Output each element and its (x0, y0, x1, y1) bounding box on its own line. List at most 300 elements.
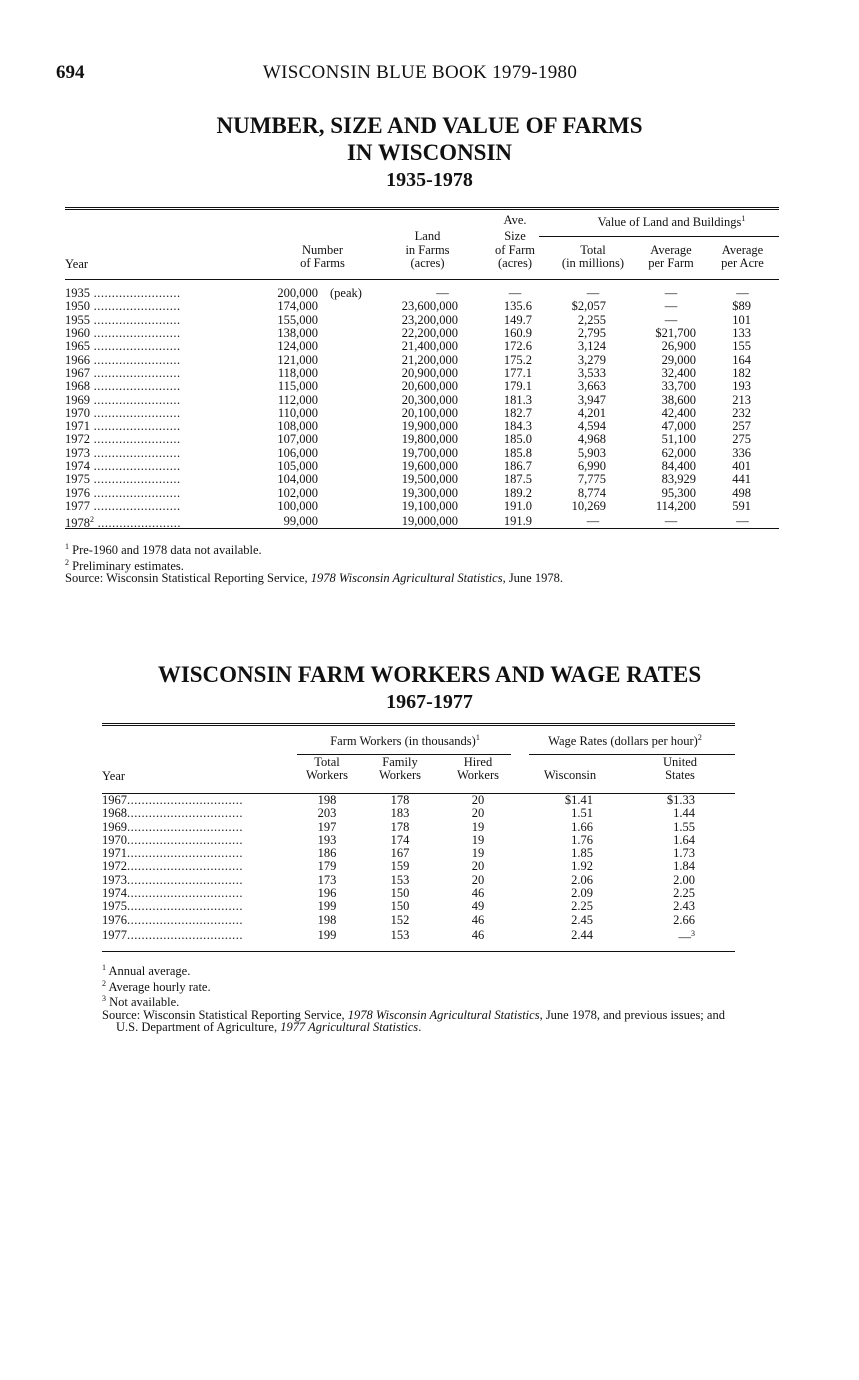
us-rate-value: 2.25 (673, 886, 695, 901)
us-rate-cell (625, 834, 735, 847)
year-cell (102, 914, 295, 927)
workers-hdr-group2: Wage Rates (dollars per hour)$^2$ (548, 733, 702, 749)
year-cell (65, 513, 270, 530)
per-farm-cell: 29,000 (661, 352, 696, 367)
leader-dots: ........................ (90, 485, 181, 500)
total-cell: $2,057 (571, 299, 606, 314)
leader-dots: ................................ (127, 886, 243, 901)
per-farm-cell: — (664, 286, 678, 301)
workers-footnotes (102, 962, 742, 1034)
farms-hdr-average2: Average (721, 242, 764, 257)
size-cell: 172.6 (503, 339, 532, 354)
family-workers-cell: 167 (390, 846, 410, 861)
farms-cell (270, 327, 375, 340)
land-cell: 19,800,000 (401, 432, 458, 447)
per-acre-cell: 213 (732, 392, 751, 407)
farms-cell (270, 473, 375, 486)
workers-hdr-total2: Workers (305, 768, 349, 782)
leader-dots: ................................ (127, 859, 243, 874)
size-cell: 181.3 (503, 392, 532, 407)
farms-value: 155,000 (277, 312, 318, 327)
table-row (102, 807, 735, 820)
farms-hdr-total: Total (580, 242, 606, 257)
farms-cell (270, 380, 375, 393)
farms-footnote-2: $^2$ Preliminary estimates. (65, 557, 184, 573)
table-row (65, 287, 779, 300)
total-cell: 4,201 (577, 405, 606, 420)
year-value: 1960 (65, 326, 90, 341)
leader-dots: ........................ (90, 419, 181, 434)
table-row (65, 314, 779, 327)
family-workers-cell: 174 (390, 832, 410, 847)
us-rate-cell (625, 807, 735, 820)
leader-dots: ....................... (94, 516, 181, 531)
per-farm-cell: 84,400 (661, 459, 696, 474)
wisconsin-rate-cell: 2.45 (571, 912, 593, 927)
per-farm-cell: — (664, 312, 678, 327)
land-cell: 21,200,000 (401, 352, 458, 367)
total-workers-cell: 196 (317, 886, 337, 901)
table-row (65, 340, 779, 353)
year-value: 1977 (102, 928, 127, 943)
per-acre-cell: — (736, 514, 749, 529)
per-farm-cell: 114,200 (655, 498, 696, 513)
year-cell (65, 287, 270, 300)
total-cell: 2,795 (577, 326, 606, 341)
us-rate-value: 1.55 (673, 819, 695, 834)
size-cell: 191.9 (503, 514, 532, 529)
leader-dots: ................................ (127, 806, 243, 821)
per-acre-cell: 336 (732, 445, 751, 460)
year-cell (65, 500, 270, 513)
farms-title-block (0, 112, 859, 194)
farms-hdr-in-farms: in Farms (405, 242, 450, 257)
page-number: 694 (56, 62, 85, 83)
workers-footnote-2: $^2$ Average hourly rate. (102, 978, 211, 994)
size-cell: 135.6 (503, 299, 532, 314)
farms-hdr-size: Size (504, 228, 526, 243)
leader-dots: ........................ (90, 299, 181, 314)
size-cell: 189.2 (503, 485, 532, 500)
per-farm-cell: 33,700 (661, 379, 696, 394)
leader-dots: ................................ (127, 872, 243, 887)
land-cell: 22,200,000 (401, 326, 458, 341)
per-acre-cell: 232 (732, 405, 751, 420)
farms-value: 121,000 (277, 352, 318, 367)
per-acre-cell: 155 (732, 339, 751, 354)
per-acre-cell: 498 (732, 485, 751, 500)
leader-dots: ................................ (127, 846, 243, 861)
farms-table (65, 212, 779, 531)
family-workers-cell: 178 (390, 819, 410, 834)
size-cell: — (508, 286, 522, 301)
leader-dots: ........................ (90, 498, 181, 513)
total-cell: 3,279 (577, 352, 606, 367)
table-row (65, 354, 779, 367)
us-rate-cell (625, 821, 735, 834)
workers-hdr-family: Family (382, 755, 418, 769)
wisconsin-rate-cell: 2.25 (571, 899, 593, 914)
table-row (102, 794, 735, 807)
wisconsin-rate-cell: 2.09 (571, 886, 593, 901)
year-cell (65, 367, 270, 380)
workers-title-years: 1967-1977 (386, 691, 473, 713)
farms-hdr-of-farm: of Farm (495, 242, 535, 257)
year-cell (102, 821, 295, 834)
workers-hdr-wisconsin: Wisconsin (543, 768, 597, 782)
total-cell: 3,533 (577, 365, 606, 380)
us-rate-cell (625, 874, 735, 887)
year-value: 1974 (65, 459, 90, 474)
table-row (65, 327, 779, 340)
year-cell (65, 487, 270, 500)
size-cell: 160.9 (503, 326, 532, 341)
leader-dots: ........................ (90, 405, 181, 420)
total-workers-cell: 199 (317, 899, 337, 914)
hired-workers-cell: 19 (471, 819, 485, 834)
land-cell: 20,600,000 (401, 379, 458, 394)
land-cell: 19,700,000 (401, 445, 458, 460)
year-value: 1968 (102, 806, 127, 821)
workers-hdr-year: Year (102, 769, 126, 783)
farms-value: 112,000 (277, 392, 318, 407)
workers-hdr-hired: Hired (463, 755, 493, 769)
total-workers-cell: 197 (317, 819, 337, 834)
leader-dots: ................................ (127, 819, 243, 834)
total-workers-cell: 179 (317, 859, 337, 874)
us-rate-value: 2.43 (673, 899, 695, 914)
per-acre-cell: 182 (732, 365, 751, 380)
year-value: 1975 (102, 899, 127, 914)
year-cell (65, 327, 270, 340)
total-cell: 2,255 (577, 312, 606, 327)
year-value: 1974 (102, 886, 127, 901)
total-workers-cell: 186 (317, 846, 337, 861)
farms-hdr-value-group: Value of Land and Buildings$^1$ (597, 214, 746, 230)
year-cell (65, 407, 270, 420)
per-acre-cell: 164 (732, 352, 751, 367)
land-cell: 20,900,000 (401, 365, 458, 380)
farms-cell (270, 394, 375, 407)
hired-workers-cell: 46 (471, 928, 485, 943)
total-cell: 8,774 (577, 485, 606, 500)
leader-dots: ................................ (127, 832, 243, 847)
farms-value: 200,000 (277, 286, 318, 301)
size-cell: 182.7 (503, 405, 532, 420)
year-cell (65, 460, 270, 473)
hired-workers-cell: 46 (471, 886, 485, 901)
per-farm-cell: 83,929 (661, 472, 696, 487)
year-value: 1966 (65, 352, 90, 367)
us-rate-cell (625, 900, 735, 913)
year-value: 1971 (102, 846, 127, 861)
year-cell (65, 314, 270, 327)
year-value: 1975 (65, 472, 90, 487)
table-row (65, 420, 779, 433)
farms-hdr-ave: Ave. (503, 213, 527, 228)
us-rate-cell (625, 887, 735, 900)
family-workers-cell: 150 (390, 899, 410, 914)
hired-workers-cell: 19 (471, 832, 485, 847)
farms-cell (270, 433, 375, 446)
total-cell: 7,775 (577, 472, 606, 487)
hired-workers-cell: 49 (471, 899, 485, 914)
leader-dots: ................................ (127, 793, 243, 807)
size-cell: 185.8 (503, 445, 532, 460)
year-cell (102, 927, 295, 944)
year-value: 1967 (65, 365, 90, 380)
family-workers-cell: 150 (390, 886, 410, 901)
year-note: 2 (90, 515, 94, 525)
land-cell: 20,100,000 (401, 405, 458, 420)
table-row (65, 473, 779, 486)
table-row (102, 874, 735, 887)
workers-table (102, 731, 735, 944)
us-rate-cell (625, 794, 735, 807)
family-workers-cell: 152 (390, 912, 410, 927)
table-row (65, 407, 779, 420)
year-value: 1969 (65, 392, 90, 407)
per-acre-cell: 401 (732, 459, 751, 474)
table-row (102, 887, 735, 900)
hired-workers-cell: 46 (471, 912, 485, 927)
farms-cell (270, 314, 375, 327)
per-farm-cell: 32,400 (661, 365, 696, 380)
workers-hdr-total: Total (314, 755, 340, 769)
leader-dots: ................................ (127, 912, 243, 927)
year-value: 1976 (102, 912, 127, 927)
year-cell (102, 874, 295, 887)
size-cell: 175.2 (503, 352, 532, 367)
land-cell: 21,400,000 (401, 339, 458, 354)
farms-hdr-average: Average (650, 242, 692, 257)
year-cell (65, 433, 270, 446)
per-acre-cell: 441 (732, 472, 751, 487)
us-rate-value: 2.00 (673, 872, 695, 887)
year-cell (65, 300, 270, 313)
us-rate-value: — (678, 930, 691, 945)
total-cell: 3,124 (577, 339, 606, 354)
land-cell: 19,500,000 (401, 472, 458, 487)
total-cell: 4,594 (577, 419, 606, 434)
us-rate-cell (625, 927, 735, 944)
workers-source: Source: Wisconsin Statistical Reporting Service, 1978 Wisconsin Agricultural Statistics, June 1978, and previous issues; and U.S. Department of Agriculture, 1977 Agricultural Statistics. (102, 1007, 725, 1035)
year-cell (102, 887, 295, 900)
year-cell (65, 340, 270, 353)
wisconsin-rate-cell: 2.44 (571, 928, 593, 943)
farms-title-line1: NUMBER, SIZE AND VALUE OF FARMS (216, 113, 643, 138)
per-farm-cell: 62,000 (661, 445, 696, 460)
family-workers-cell: 153 (390, 872, 410, 887)
leader-dots: ........................ (90, 312, 181, 327)
farms-value: 174,000 (277, 299, 318, 314)
year-value: 1978 (65, 516, 90, 531)
year-cell (65, 447, 270, 460)
table-row (65, 433, 779, 446)
land-cell: 23,600,000 (401, 299, 458, 314)
workers-bottom-rule (102, 951, 735, 952)
total-cell: 10,269 (571, 498, 606, 513)
leader-dots: ........................ (90, 352, 181, 367)
year-cell (65, 394, 270, 407)
size-cell: 185.0 (503, 432, 532, 447)
total-workers-cell: 198 (317, 912, 337, 927)
us-rate-value: 1.44 (673, 806, 695, 821)
wisconsin-rate-cell: 1.51 (571, 806, 593, 821)
total-workers-cell: 198 (317, 793, 337, 807)
year-value: 1977 (65, 498, 90, 513)
table-row (65, 367, 779, 380)
land-cell: 19,100,000 (401, 498, 458, 513)
farms-cell (270, 447, 375, 460)
size-cell: 184.3 (503, 419, 532, 434)
farms-value: 110,000 (277, 405, 318, 420)
per-farm-cell: — (664, 514, 678, 529)
total-workers-cell: 199 (317, 928, 337, 943)
leader-dots: ........................ (90, 379, 181, 394)
per-acre-cell: 591 (732, 498, 751, 513)
us-rate-value: 1.84 (673, 859, 695, 874)
land-cell: 19,000,000 (401, 514, 458, 529)
family-workers-cell: 178 (390, 793, 410, 807)
farms-value: 106,000 (277, 445, 318, 460)
farms-cell (270, 300, 375, 313)
per-acre-cell: 101 (732, 312, 751, 327)
leader-dots: ........................ (90, 286, 181, 301)
per-farm-cell: 51,100 (661, 432, 696, 447)
table-row (65, 460, 779, 473)
year-value: 1935 (65, 286, 90, 301)
workers-hdr-us1: United (662, 755, 698, 769)
hired-workers-cell: 20 (471, 806, 485, 821)
table-row (102, 900, 735, 913)
table-row (65, 487, 779, 500)
size-cell: 186.7 (503, 459, 532, 474)
table-row (65, 300, 779, 313)
land-cell: 23,200,000 (401, 312, 458, 327)
per-farm-cell: 38,600 (661, 392, 696, 407)
per-farm-cell: 26,900 (661, 339, 696, 354)
leader-dots: ........................ (90, 339, 181, 354)
per-acre-cell: 275 (732, 432, 751, 447)
farms-cell (270, 340, 375, 353)
total-workers-cell: 203 (317, 806, 337, 821)
table-row (65, 394, 779, 407)
us-rate-value: 1.64 (673, 832, 695, 847)
farms-hdr-land: Land (414, 228, 441, 243)
total-cell: — (586, 286, 600, 301)
table-row (102, 821, 735, 834)
peak-label: (peak) (330, 286, 362, 301)
farms-hdr-acres2: (acres) (498, 256, 532, 271)
land-cell: — (436, 286, 449, 301)
farms-cell (270, 287, 375, 300)
year-value: 1967 (102, 793, 127, 807)
total-cell: 5,903 (577, 445, 606, 460)
workers-hdr-family2: Workers (378, 768, 422, 782)
year-value: 1972 (65, 432, 90, 447)
per-acre-cell: 133 (732, 326, 751, 341)
farms-cell (270, 420, 375, 433)
farms-title-line2: IN WISCONSIN (346, 140, 513, 165)
hired-workers-cell: 20 (471, 872, 485, 887)
workers-top-rule (102, 723, 735, 728)
per-farm-cell: 47,000 (661, 419, 696, 434)
hired-workers-cell: 20 (471, 793, 485, 807)
farms-title-years: 1935-1978 (386, 169, 473, 191)
table-row (65, 380, 779, 393)
farms-value: 100,000 (277, 498, 318, 513)
size-cell: 149.7 (503, 312, 532, 327)
hired-workers-cell: 19 (471, 846, 485, 861)
farms-cell (270, 460, 375, 473)
per-farm-cell: $21,700 (655, 326, 696, 341)
us-rate-cell (625, 847, 735, 860)
farms-hdr-year: Year (65, 257, 89, 272)
farms-value: 108,000 (277, 419, 318, 434)
per-acre-cell: 257 (732, 419, 751, 434)
wisconsin-rate-cell: 2.06 (571, 872, 593, 887)
us-rate-value: 2.66 (673, 912, 695, 927)
total-workers-cell: 173 (317, 872, 337, 887)
per-acre-cell: 193 (732, 379, 751, 394)
wisconsin-rate-cell: 1.85 (571, 846, 593, 861)
workers-hdr-us2: States (665, 768, 695, 782)
farms-footnote-1: $^1$ Pre-1960 and 1978 data not available. (65, 542, 262, 558)
farms-source: Source: Wisconsin Statistical Reporting Service, 1978 Wisconsin Agricultural Statistics, June 1978. (65, 571, 563, 586)
total-cell: 4,968 (577, 432, 606, 447)
year-value: 1969 (102, 819, 127, 834)
year-cell (65, 354, 270, 367)
farms-hdr-acres: (acres) (410, 256, 445, 271)
year-cell (65, 420, 270, 433)
workers-hdr-group1: Farm Workers (in thousands)$^1$ (330, 733, 480, 749)
farms-cell (270, 513, 375, 530)
land-cell: 19,300,000 (401, 485, 458, 500)
hired-workers-cell: 20 (471, 859, 485, 874)
year-cell (102, 860, 295, 873)
leader-dots: ........................ (90, 445, 181, 460)
total-cell: 3,663 (577, 379, 606, 394)
workers-footnote-1: $^1$ Annual average. (102, 963, 191, 979)
us-rate-cell (625, 860, 735, 873)
year-cell (65, 473, 270, 486)
per-farm-cell: — (664, 299, 678, 314)
size-cell: 177.1 (503, 365, 532, 380)
per-farm-cell: 42,400 (661, 405, 696, 420)
year-value: 1968 (65, 379, 90, 394)
leader-dots: ................................ (127, 928, 243, 943)
year-cell (65, 380, 270, 393)
farms-value: 118,000 (277, 365, 318, 380)
per-acre-cell: $89 (732, 299, 751, 314)
farms-cell (270, 500, 375, 513)
leader-dots: ........................ (90, 432, 181, 447)
farms-hdr-number: Number (302, 242, 343, 257)
farms-value: 107,000 (277, 432, 318, 447)
wisconsin-rate-cell: 1.92 (571, 859, 593, 874)
workers-hdr-hired2: Workers (456, 768, 500, 782)
running-head: WISCONSIN BLUE BOOK 1979-1980 (262, 62, 578, 83)
farms-cell (270, 407, 375, 420)
farms-hdr-of-farms: of Farms (300, 256, 345, 271)
wisconsin-rate-cell: 1.76 (571, 832, 593, 847)
table-row (65, 447, 779, 460)
farms-cell (270, 354, 375, 367)
farms-value: 102,000 (277, 485, 318, 500)
total-cell: 3,947 (577, 392, 606, 407)
leader-dots: ........................ (90, 392, 181, 407)
